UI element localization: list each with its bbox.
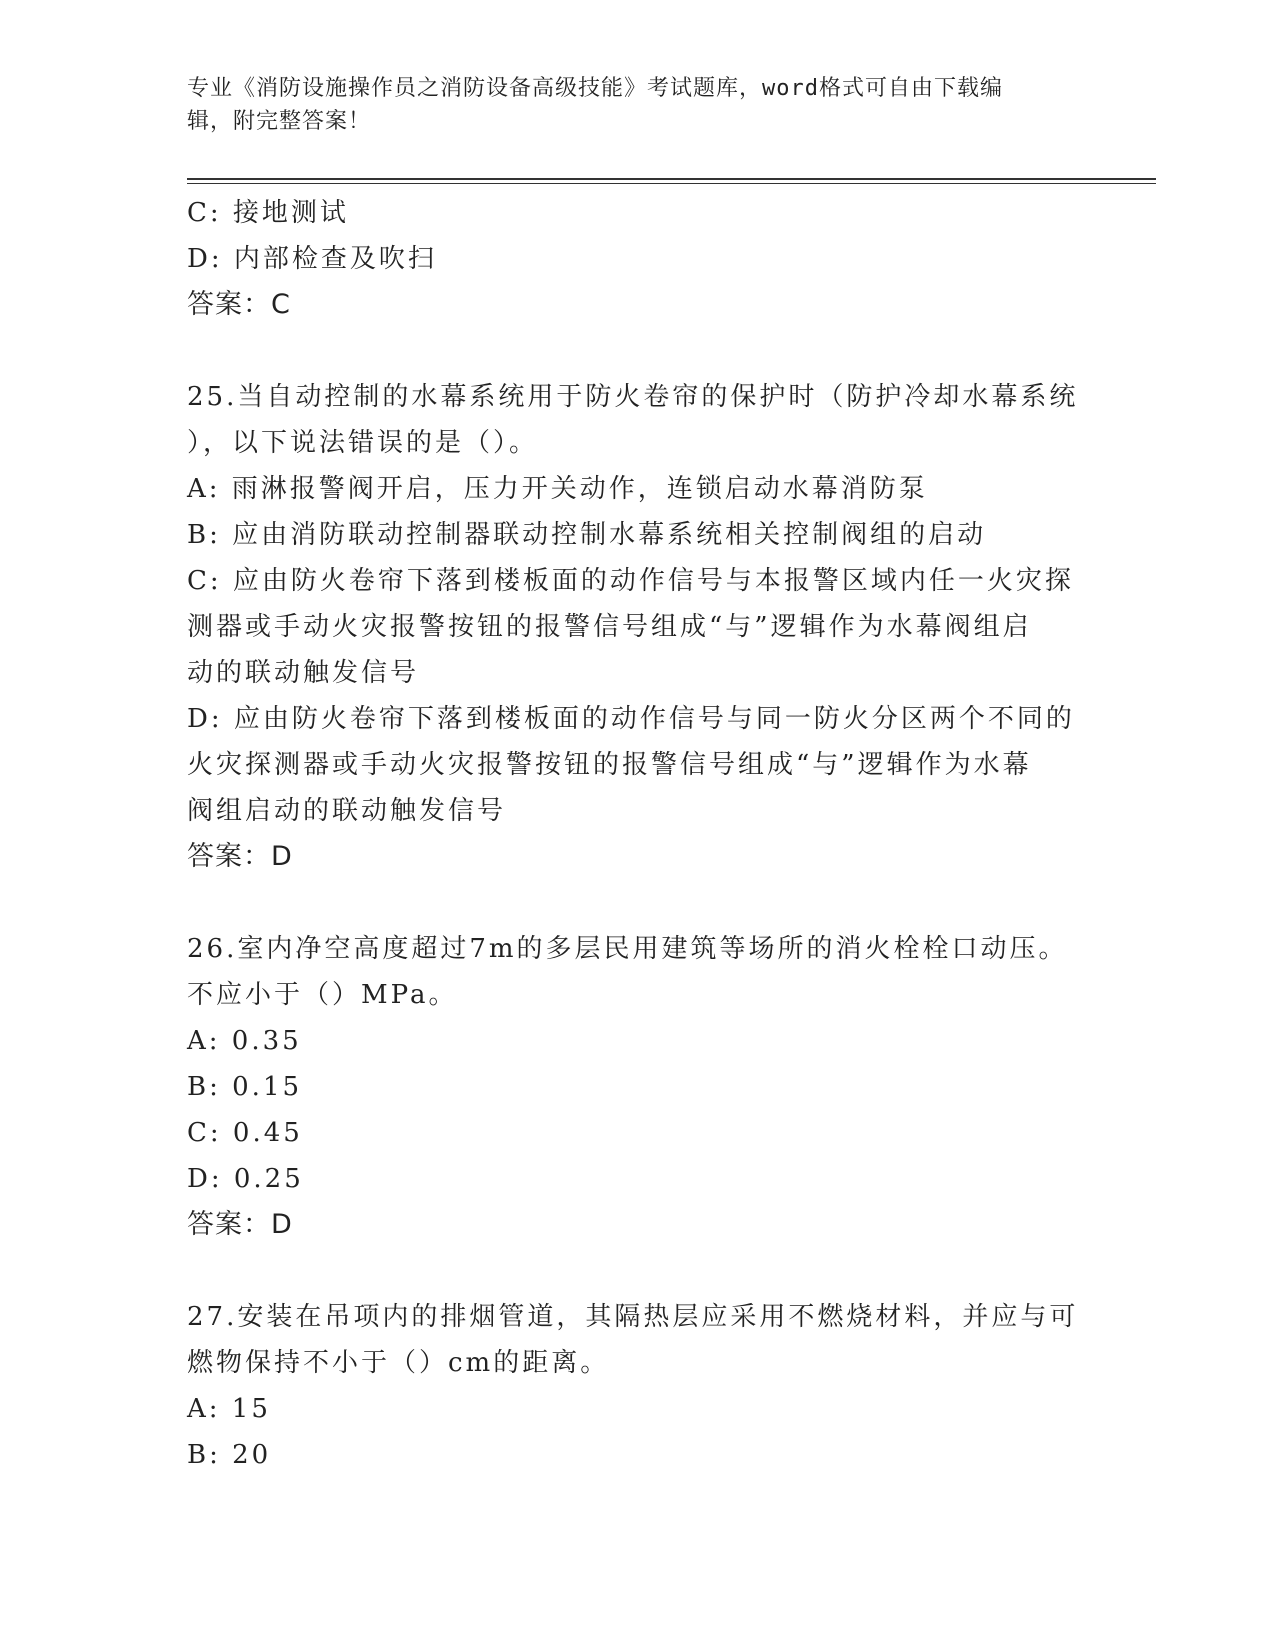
option-d: D: 应由防火卷帘下落到楼板面的动作信号与同一防火分区两个不同的 (187, 704, 1075, 734)
answer: 答案：D (187, 841, 293, 872)
question-stem: 27.安装在吊项内的排烟管道，其隔热层应采用不燃烧材料，并应与可 (187, 1302, 1079, 1332)
question-stem: ），以下说法错误的是（）。 (187, 428, 539, 458)
answer: 答案：C (187, 289, 291, 320)
option-d: D: 内部检查及吹扫 (187, 244, 437, 274)
question-list (187, 190, 1087, 1478)
question-26 (187, 926, 1087, 1248)
question-27 (187, 1294, 1087, 1478)
option-b: B: 应由消防联动控制器联动控制水幕系统相关控制阀组的启动 (187, 520, 987, 550)
question-stem: 25.当自动控制的水幕系统用于防火卷帘的保护时（防护冷却水幕系统 (187, 382, 1079, 412)
option-b: B: 0.15 (187, 1072, 303, 1102)
question-stem: 燃物保持不小于（）cm的距离。 (187, 1348, 610, 1378)
option-c: C: 0.45 (187, 1118, 303, 1148)
header-line: 专业《消防设施操作员之消防设备高级技能》考试题库，word格式可自由下载编 (187, 76, 1003, 101)
option-a: A: 0.35 (187, 1026, 302, 1056)
page-header (187, 72, 1087, 138)
option-c-cont: 测器或手动火灾报警按钮的报警信号组成“与”逻辑作为水幕阀组启 (187, 612, 1032, 642)
option-b: B: 20 (187, 1440, 272, 1470)
option-a: A: 雨淋报警阀开启，压力开关动作，连锁启动水幕消防泵 (187, 474, 928, 504)
question-25 (187, 374, 1087, 880)
question-24 (187, 190, 1087, 328)
option-a: A: 15 (187, 1394, 271, 1424)
option-d-cont: 阀组启动的联动触发信号 (187, 796, 507, 826)
header-divider-thin (187, 183, 1156, 184)
option-c: C: 应由防火卷帘下落到楼板面的动作信号与本报警区域内任一火灾探 (187, 566, 1074, 596)
option-d-cont: 火灾探测器或手动火灾报警按钮的报警信号组成“与”逻辑作为水幕 (187, 750, 1032, 780)
answer: 答案：D (187, 1209, 293, 1240)
question-stem: 不应小于（）MPa。 (187, 980, 458, 1010)
option-c: C: 接地测试 (187, 198, 349, 228)
header-line: 辑，附完整答案！ (187, 109, 372, 134)
header-divider (187, 178, 1156, 180)
option-d: D: 0.25 (187, 1164, 304, 1194)
option-c-cont: 动的联动触发信号 (187, 658, 420, 688)
question-stem: 26.室内净空高度超过7m的多层民用建筑等场所的消火栓栓口动压。 (187, 934, 1068, 964)
